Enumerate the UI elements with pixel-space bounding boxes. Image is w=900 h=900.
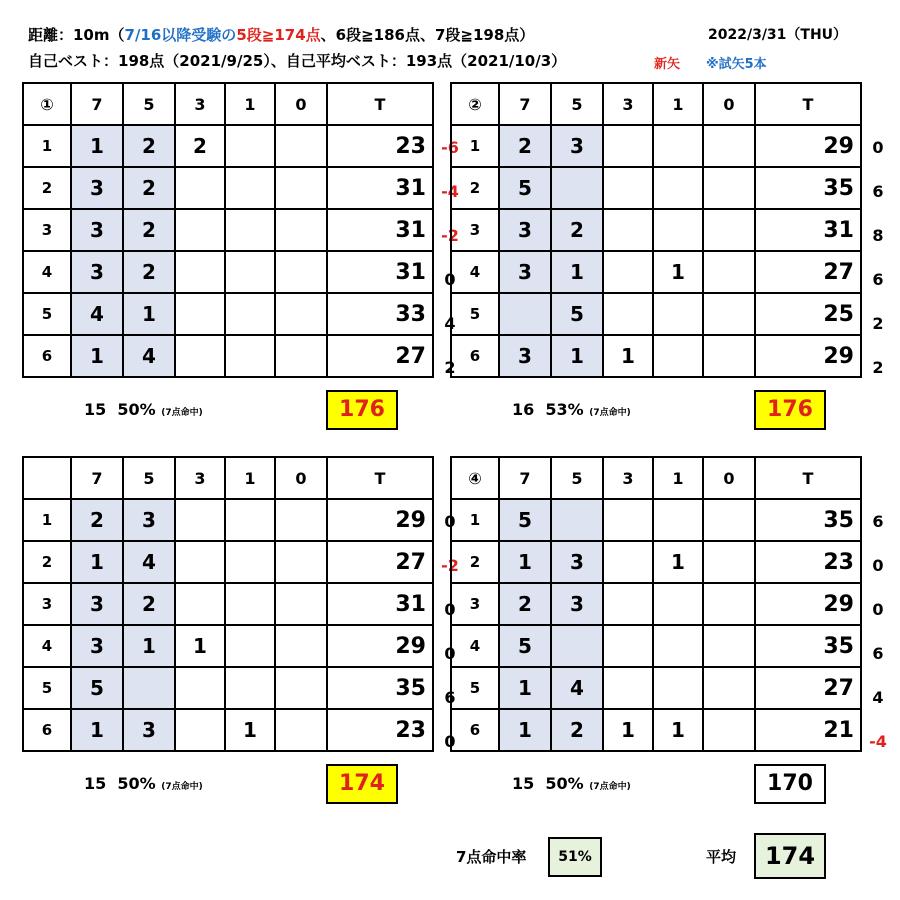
count-cell bbox=[123, 667, 175, 709]
end-number: 6 bbox=[451, 709, 499, 751]
count-cell bbox=[603, 583, 653, 625]
count-cell bbox=[703, 335, 755, 377]
count-cell bbox=[275, 541, 327, 583]
count-cell bbox=[703, 167, 755, 209]
score-diff: 2 bbox=[872, 358, 884, 377]
count-cell bbox=[275, 709, 327, 751]
count-cell bbox=[225, 667, 275, 709]
score-diff: 4 bbox=[444, 314, 456, 333]
score-diff: 0 bbox=[444, 512, 456, 531]
exam-condition-text: 7/16以降受験の bbox=[124, 26, 237, 44]
score-diff: -2 bbox=[441, 226, 459, 245]
table-row bbox=[23, 125, 433, 167]
end-number: 2 bbox=[451, 167, 499, 209]
score-diff: 6 bbox=[872, 644, 884, 663]
table-row bbox=[451, 293, 861, 335]
count-cell: 1 bbox=[499, 709, 551, 751]
score-diff: 6 bbox=[872, 182, 884, 201]
end-total: 35 bbox=[755, 167, 861, 209]
hit-rate-label: 7点命中率 bbox=[456, 848, 527, 866]
count-cell bbox=[551, 499, 603, 541]
round-total: 176 bbox=[754, 390, 826, 430]
table-row bbox=[451, 625, 861, 667]
column-header: 1 bbox=[225, 83, 275, 125]
count-cell bbox=[175, 209, 225, 251]
round-label: ① bbox=[23, 83, 71, 125]
count-cell bbox=[603, 251, 653, 293]
hit-percent: 50% bbox=[117, 774, 156, 793]
count-cell bbox=[703, 667, 755, 709]
count-cell: 3 bbox=[551, 125, 603, 167]
count-cell: 1 bbox=[653, 709, 703, 751]
score-table-4 bbox=[450, 456, 862, 752]
personal-best-text: 自己ベスト：198点（2021/9/25）、自己平均ベスト：193点（2021/10/3） bbox=[28, 52, 567, 70]
table-row bbox=[23, 251, 433, 293]
end-number: 5 bbox=[23, 667, 71, 709]
table-header-row bbox=[451, 457, 861, 499]
end-total: 29 bbox=[755, 583, 861, 625]
count-cell: 2 bbox=[499, 583, 551, 625]
score-diff: 0 bbox=[872, 138, 884, 157]
count-cell bbox=[703, 209, 755, 251]
count-cell bbox=[175, 709, 225, 751]
dan5-threshold-text: 5段≧174点 bbox=[236, 26, 321, 44]
count-cell: 2 bbox=[71, 499, 123, 541]
count-cell bbox=[225, 167, 275, 209]
count-cell: 1 bbox=[653, 251, 703, 293]
round-total: 176 bbox=[326, 390, 398, 430]
end-number: 4 bbox=[23, 625, 71, 667]
column-header: 1 bbox=[653, 83, 703, 125]
count-cell: 3 bbox=[499, 335, 551, 377]
count-cell bbox=[175, 335, 225, 377]
count-cell: 5 bbox=[499, 499, 551, 541]
score-diff: 0 bbox=[444, 644, 456, 663]
end-number: 5 bbox=[451, 293, 499, 335]
end-number: 3 bbox=[23, 583, 71, 625]
end-total: 29 bbox=[327, 625, 433, 667]
count-cell: 1 bbox=[71, 541, 123, 583]
end-total: 31 bbox=[327, 583, 433, 625]
column-header: 1 bbox=[653, 457, 703, 499]
end-total: 35 bbox=[327, 667, 433, 709]
count-cell: 5 bbox=[71, 667, 123, 709]
count-cell: 1 bbox=[603, 709, 653, 751]
count-cell: 2 bbox=[123, 167, 175, 209]
column-header: 0 bbox=[703, 83, 755, 125]
count-cell: 3 bbox=[71, 625, 123, 667]
count-cell: 3 bbox=[499, 251, 551, 293]
table-row bbox=[23, 709, 433, 751]
count-cell bbox=[653, 625, 703, 667]
count-cell: 1 bbox=[123, 293, 175, 335]
count-cell bbox=[275, 209, 327, 251]
header-line-1 bbox=[28, 24, 534, 45]
date-text: 2022/3/31（THU） bbox=[708, 27, 848, 43]
column-header: T bbox=[755, 457, 861, 499]
count-cell bbox=[499, 293, 551, 335]
score-diff: -4 bbox=[441, 182, 459, 201]
count-cell bbox=[603, 167, 653, 209]
column-header: 5 bbox=[123, 83, 175, 125]
count-cell: 3 bbox=[71, 251, 123, 293]
score-diff: 0 bbox=[872, 600, 884, 619]
round-label: ④ bbox=[451, 457, 499, 499]
count-cell bbox=[225, 251, 275, 293]
count-cell: 2 bbox=[499, 125, 551, 167]
end-total: 23 bbox=[327, 125, 433, 167]
column-header: 0 bbox=[275, 83, 327, 125]
table-row bbox=[23, 625, 433, 667]
table-row bbox=[451, 251, 861, 293]
count-cell bbox=[175, 583, 225, 625]
count-cell: 1 bbox=[225, 709, 275, 751]
score-diff: 4 bbox=[872, 688, 884, 707]
count-cell bbox=[653, 335, 703, 377]
score-diff: -4 bbox=[869, 732, 887, 751]
table-row bbox=[451, 167, 861, 209]
count-cell: 2 bbox=[123, 125, 175, 167]
hit-summary bbox=[512, 774, 631, 793]
hit-percent: 50% bbox=[545, 774, 584, 793]
end-number: 5 bbox=[451, 667, 499, 709]
average-label: 平均 bbox=[706, 848, 737, 866]
count-cell bbox=[275, 499, 327, 541]
count-cell: 3 bbox=[123, 499, 175, 541]
end-total: 29 bbox=[755, 125, 861, 167]
count-cell bbox=[653, 167, 703, 209]
column-header: 5 bbox=[551, 83, 603, 125]
end-total: 29 bbox=[755, 335, 861, 377]
count-cell bbox=[703, 583, 755, 625]
count-cell bbox=[703, 293, 755, 335]
end-total: 31 bbox=[327, 251, 433, 293]
count-cell bbox=[603, 293, 653, 335]
count-cell bbox=[275, 251, 327, 293]
count-cell bbox=[175, 541, 225, 583]
count-cell: 3 bbox=[71, 583, 123, 625]
end-total: 31 bbox=[755, 209, 861, 251]
count-cell bbox=[551, 167, 603, 209]
round-label bbox=[23, 457, 71, 499]
count-cell bbox=[225, 499, 275, 541]
count-cell bbox=[653, 293, 703, 335]
end-number: 1 bbox=[451, 125, 499, 167]
end-number: 4 bbox=[451, 625, 499, 667]
column-header: 7 bbox=[499, 457, 551, 499]
table-header-row bbox=[451, 83, 861, 125]
column-header: 7 bbox=[499, 83, 551, 125]
table-row bbox=[451, 335, 861, 377]
end-total: 29 bbox=[327, 499, 433, 541]
count-cell bbox=[275, 125, 327, 167]
score-diff: 6 bbox=[444, 688, 456, 707]
score-table-3 bbox=[22, 456, 434, 752]
score-diff: 6 bbox=[872, 512, 884, 531]
score-diff: 0 bbox=[444, 600, 456, 619]
round-label: ② bbox=[451, 83, 499, 125]
table-row bbox=[451, 667, 861, 709]
trial-arrow-note: ※試矢5本 bbox=[706, 57, 767, 72]
count-cell: 2 bbox=[123, 583, 175, 625]
end-number: 6 bbox=[23, 709, 71, 751]
end-number: 4 bbox=[451, 251, 499, 293]
count-cell: 5 bbox=[499, 167, 551, 209]
count-cell: 3 bbox=[123, 709, 175, 751]
end-total: 27 bbox=[327, 335, 433, 377]
score-table-2 bbox=[450, 82, 862, 378]
score-table-1 bbox=[22, 82, 434, 378]
count-cell bbox=[225, 209, 275, 251]
column-header: 7 bbox=[71, 83, 123, 125]
count-cell bbox=[551, 625, 603, 667]
count-cell bbox=[603, 625, 653, 667]
count-cell bbox=[703, 709, 755, 751]
hit-summary bbox=[84, 400, 203, 419]
count-cell: 2 bbox=[551, 209, 603, 251]
count-cell bbox=[275, 167, 327, 209]
count-cell: 2 bbox=[175, 125, 225, 167]
hit-rate-value: 51% bbox=[548, 837, 602, 877]
count-cell bbox=[603, 541, 653, 583]
count-cell: 4 bbox=[71, 293, 123, 335]
round-total: 174 bbox=[326, 764, 398, 804]
count-cell: 1 bbox=[551, 251, 603, 293]
end-total: 27 bbox=[755, 667, 861, 709]
count-cell bbox=[225, 125, 275, 167]
count-cell bbox=[275, 293, 327, 335]
end-number: 3 bbox=[23, 209, 71, 251]
hit-summary bbox=[512, 400, 631, 419]
hit-note: (7点命中) bbox=[589, 782, 631, 792]
end-total: 21 bbox=[755, 709, 861, 751]
table-row bbox=[23, 541, 433, 583]
count-cell bbox=[225, 335, 275, 377]
count-cell bbox=[175, 293, 225, 335]
table-row bbox=[451, 499, 861, 541]
count-cell: 3 bbox=[71, 167, 123, 209]
count-cell: 2 bbox=[123, 209, 175, 251]
hit-count: 16 bbox=[512, 400, 535, 419]
column-header: 3 bbox=[603, 83, 653, 125]
count-cell: 1 bbox=[499, 667, 551, 709]
end-number: 2 bbox=[23, 541, 71, 583]
table-row bbox=[23, 335, 433, 377]
count-cell bbox=[603, 499, 653, 541]
score-diff: 2 bbox=[872, 314, 884, 333]
count-cell bbox=[653, 209, 703, 251]
count-cell bbox=[603, 125, 653, 167]
end-number: 1 bbox=[451, 499, 499, 541]
column-header: 1 bbox=[225, 457, 275, 499]
end-total: 31 bbox=[327, 167, 433, 209]
column-header: 3 bbox=[603, 457, 653, 499]
column-header: 0 bbox=[275, 457, 327, 499]
count-cell bbox=[175, 251, 225, 293]
count-cell bbox=[225, 541, 275, 583]
table-row bbox=[451, 709, 861, 751]
dan-thresholds-text: 、6段≧186点、7段≧198点） bbox=[320, 26, 535, 44]
count-cell bbox=[703, 499, 755, 541]
table-row bbox=[451, 209, 861, 251]
count-cell bbox=[703, 541, 755, 583]
end-total: 25 bbox=[755, 293, 861, 335]
score-diff: 2 bbox=[444, 358, 456, 377]
end-number: 1 bbox=[23, 125, 71, 167]
end-number: 3 bbox=[451, 209, 499, 251]
count-cell bbox=[225, 625, 275, 667]
count-cell: 5 bbox=[551, 293, 603, 335]
count-cell: 1 bbox=[71, 125, 123, 167]
count-cell: 3 bbox=[551, 583, 603, 625]
end-number: 3 bbox=[451, 583, 499, 625]
end-number: 6 bbox=[451, 335, 499, 377]
count-cell bbox=[703, 251, 755, 293]
score-diff: -2 bbox=[441, 556, 459, 575]
table-row bbox=[451, 125, 861, 167]
hit-count: 15 bbox=[84, 774, 107, 793]
count-cell bbox=[275, 625, 327, 667]
count-cell: 4 bbox=[123, 335, 175, 377]
count-cell: 4 bbox=[123, 541, 175, 583]
count-cell bbox=[653, 583, 703, 625]
table-header-row bbox=[23, 83, 433, 125]
column-header: 3 bbox=[175, 83, 225, 125]
count-cell: 5 bbox=[499, 625, 551, 667]
table-header-row bbox=[23, 457, 433, 499]
count-cell bbox=[603, 209, 653, 251]
hit-note: (7点命中) bbox=[589, 408, 631, 418]
end-total: 23 bbox=[755, 541, 861, 583]
count-cell bbox=[703, 625, 755, 667]
count-cell bbox=[653, 125, 703, 167]
round-total: 170 bbox=[754, 764, 826, 804]
end-total: 31 bbox=[327, 209, 433, 251]
count-cell: 2 bbox=[551, 709, 603, 751]
count-cell bbox=[275, 667, 327, 709]
count-cell bbox=[653, 667, 703, 709]
table-row bbox=[23, 293, 433, 335]
count-cell bbox=[603, 667, 653, 709]
count-cell bbox=[175, 499, 225, 541]
count-cell: 3 bbox=[499, 209, 551, 251]
column-header: 7 bbox=[71, 457, 123, 499]
table-row bbox=[23, 167, 433, 209]
column-header: 5 bbox=[551, 457, 603, 499]
count-cell: 1 bbox=[499, 541, 551, 583]
hit-percent: 53% bbox=[545, 400, 584, 419]
hit-count: 15 bbox=[84, 400, 107, 419]
count-cell bbox=[175, 667, 225, 709]
column-header: T bbox=[755, 83, 861, 125]
end-total: 27 bbox=[327, 541, 433, 583]
hit-summary bbox=[84, 774, 203, 793]
count-cell: 1 bbox=[603, 335, 653, 377]
count-cell bbox=[703, 125, 755, 167]
new-arrow-label: 新矢 bbox=[654, 57, 681, 72]
count-cell bbox=[275, 335, 327, 377]
count-cell: 1 bbox=[71, 335, 123, 377]
end-total: 35 bbox=[755, 625, 861, 667]
score-diff: 0 bbox=[872, 556, 884, 575]
end-total: 33 bbox=[327, 293, 433, 335]
count-cell bbox=[225, 293, 275, 335]
count-cell bbox=[653, 499, 703, 541]
score-diff: 6 bbox=[872, 270, 884, 289]
hit-note: (7点命中) bbox=[161, 782, 203, 792]
hit-percent: 50% bbox=[117, 400, 156, 419]
hit-count: 15 bbox=[512, 774, 535, 793]
table-row bbox=[23, 583, 433, 625]
average-value: 174 bbox=[754, 833, 826, 879]
end-total: 23 bbox=[327, 709, 433, 751]
table-row bbox=[23, 667, 433, 709]
column-header: 0 bbox=[703, 457, 755, 499]
column-header: T bbox=[327, 457, 433, 499]
column-header: 5 bbox=[123, 457, 175, 499]
hit-note: (7点命中) bbox=[161, 408, 203, 418]
count-cell bbox=[175, 167, 225, 209]
count-cell: 2 bbox=[123, 251, 175, 293]
end-total: 27 bbox=[755, 251, 861, 293]
count-cell bbox=[275, 583, 327, 625]
end-total: 35 bbox=[755, 499, 861, 541]
count-cell: 1 bbox=[653, 541, 703, 583]
end-number: 4 bbox=[23, 251, 71, 293]
score-diff: 0 bbox=[444, 732, 456, 751]
table-row bbox=[451, 583, 861, 625]
table-row bbox=[451, 541, 861, 583]
end-number: 2 bbox=[23, 167, 71, 209]
table-row bbox=[23, 209, 433, 251]
count-cell: 1 bbox=[123, 625, 175, 667]
end-number: 2 bbox=[451, 541, 499, 583]
count-cell: 1 bbox=[551, 335, 603, 377]
count-cell: 1 bbox=[175, 625, 225, 667]
score-diff: 8 bbox=[872, 226, 884, 245]
count-cell: 1 bbox=[71, 709, 123, 751]
distance-text: 距離：10m（ bbox=[28, 26, 125, 44]
end-number: 6 bbox=[23, 335, 71, 377]
score-diff: -6 bbox=[441, 138, 459, 157]
count-cell bbox=[225, 583, 275, 625]
column-header: T bbox=[327, 83, 433, 125]
score-diff: 0 bbox=[444, 270, 456, 289]
end-number: 1 bbox=[23, 499, 71, 541]
table-row bbox=[23, 499, 433, 541]
count-cell: 3 bbox=[71, 209, 123, 251]
column-header: 3 bbox=[175, 457, 225, 499]
count-cell: 4 bbox=[551, 667, 603, 709]
count-cell: 3 bbox=[551, 541, 603, 583]
end-number: 5 bbox=[23, 293, 71, 335]
